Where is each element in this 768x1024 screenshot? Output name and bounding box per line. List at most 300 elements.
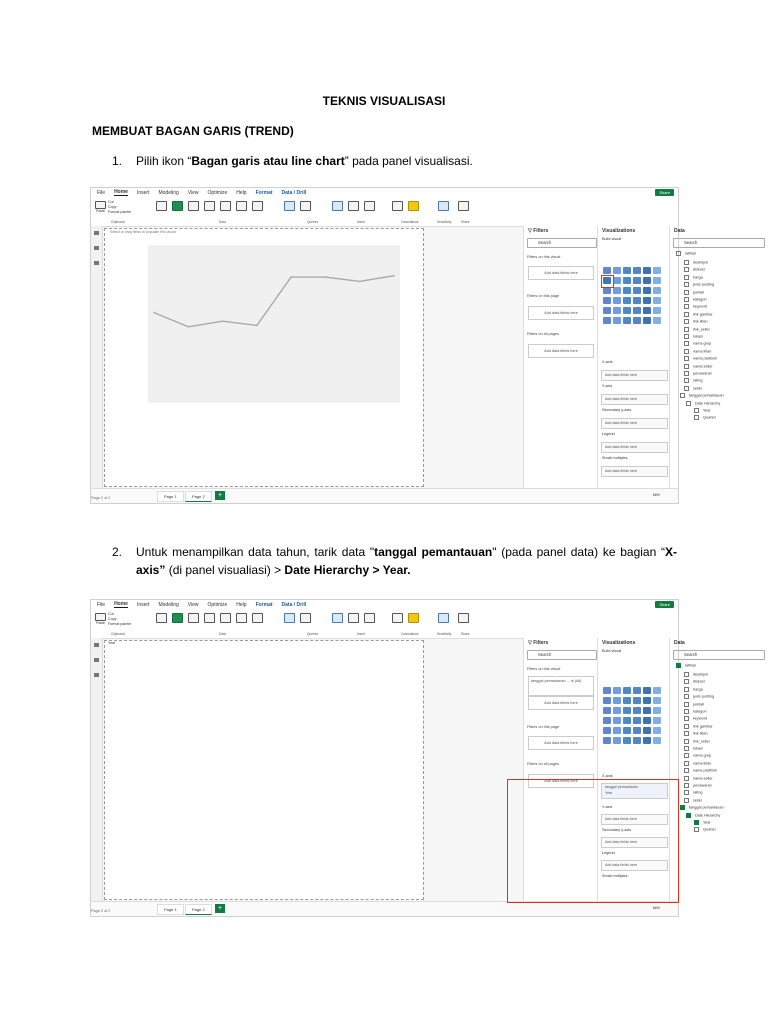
- get-data-button[interactable]: [155, 613, 168, 625]
- visual-type-icon[interactable]: [643, 707, 651, 714]
- visual-type-grid: [602, 686, 662, 746]
- clipboard-items: [108, 200, 131, 215]
- filters-all-pages-label: Filters on all pages: [527, 332, 559, 336]
- visual-type-icon[interactable]: [643, 727, 651, 734]
- visual-title-year: Year: [108, 641, 116, 645]
- transform-data-button[interactable]: [283, 613, 296, 625]
- data-pane: [669, 226, 724, 489]
- legend-well[interactable]: Add data fields here: [601, 860, 668, 871]
- group-queries: Queries: [307, 632, 319, 636]
- xaxis-well[interactable]: Add data fields here: [601, 370, 668, 381]
- cut-button[interactable]: Cut: [108, 612, 114, 616]
- field-item[interactable]: Quarter: [694, 415, 716, 420]
- visual-type-icon[interactable]: [643, 737, 651, 744]
- filter-drop-visual[interactable]: Add data fields here: [528, 266, 594, 280]
- filter-drop-all[interactable]: Add data fields here: [528, 774, 594, 788]
- visual-type-icon[interactable]: [633, 317, 641, 324]
- visual-type-icon[interactable]: [633, 737, 641, 744]
- paste-icon: [95, 613, 106, 621]
- field-item[interactable]: jenis posting: [684, 282, 714, 287]
- visual-type-icon[interactable]: [633, 717, 641, 724]
- visual-type-icon[interactable]: [613, 307, 621, 314]
- add-page-button[interactable]: +: [215, 904, 225, 913]
- onelake-icon: [188, 201, 199, 211]
- quick-measure-button[interactable]: [407, 613, 420, 625]
- data-search[interactable]: Search: [673, 650, 765, 660]
- enter-data-button[interactable]: [219, 613, 232, 625]
- data-title: Data: [674, 228, 685, 234]
- visual-type-icon[interactable]: [623, 297, 631, 304]
- field-item[interactable]: penawaran: [684, 371, 712, 376]
- visual-type-icon[interactable]: [623, 287, 631, 294]
- field-item[interactable]: seller: [684, 798, 702, 803]
- field-item[interactable]: rating: [684, 378, 703, 383]
- more-visuals-button[interactable]: [363, 613, 376, 625]
- field-item[interactable]: lokasi: [684, 334, 703, 339]
- field-item[interactable]: rating: [684, 790, 703, 795]
- field-item[interactable]: lokasi: [684, 746, 703, 751]
- visual-type-icon[interactable]: [633, 267, 641, 274]
- clipboard-items: [108, 612, 131, 627]
- publish-button[interactable]: [457, 201, 470, 213]
- visual-type-icon[interactable]: [603, 737, 611, 744]
- filters-search[interactable]: Search: [527, 650, 597, 660]
- visual-type-icon[interactable]: [603, 727, 611, 734]
- visual-type-icon[interactable]: [603, 717, 611, 724]
- format-painter-button[interactable]: Format painter: [108, 622, 132, 626]
- shield-icon: [438, 613, 449, 623]
- line-chart: [148, 245, 400, 403]
- visual-type-icon[interactable]: [633, 307, 641, 314]
- small-multiples-label: Small multiples: [602, 456, 628, 460]
- group-share: Share: [461, 632, 470, 636]
- field-item[interactable]: nama grup: [684, 753, 711, 758]
- refresh-button[interactable]: [299, 613, 312, 625]
- visual-type-icon[interactable]: [613, 297, 621, 304]
- new-measure-button[interactable]: [391, 613, 404, 625]
- database-icon: [156, 613, 167, 623]
- menu-insert[interactable]: Insert: [136, 189, 150, 196]
- visual-type-icon[interactable]: [623, 687, 631, 694]
- onelake-icon: [188, 613, 199, 623]
- table-latihan[interactable]: latihan: [676, 663, 696, 668]
- menu-file[interactable]: File: [97, 189, 106, 196]
- get-data-button[interactable]: [155, 201, 168, 213]
- menu-modeling[interactable]: Modeling: [158, 601, 179, 608]
- highlight-line-chart: [601, 275, 614, 288]
- menu-data-drill[interactable]: Data / Drill: [281, 189, 307, 196]
- secondary-yaxis-label: Secondary y-axis: [602, 408, 632, 412]
- visual-type-icon[interactable]: [613, 267, 621, 274]
- visual-type-icon[interactable]: [643, 297, 651, 304]
- field-item[interactable]: nama iklan: [684, 761, 711, 766]
- menu-help[interactable]: Help: [236, 189, 247, 196]
- visual-type-icon[interactable]: [653, 697, 661, 704]
- menu-home[interactable]: Home: [114, 189, 128, 195]
- step-2-number: 2.: [112, 545, 123, 559]
- field-item[interactable]: penawaran: [684, 783, 712, 788]
- field-item[interactable]: link_seller: [684, 739, 710, 744]
- more-visuals-icon: [364, 201, 375, 211]
- dataverse-button[interactable]: [235, 613, 248, 625]
- field-item[interactable]: link gambar: [684, 312, 713, 317]
- group-insert: Insert: [357, 220, 365, 224]
- visual-type-icon[interactable]: [623, 697, 631, 704]
- build-visual-label: Build visual: [602, 237, 622, 241]
- field-item[interactable]: link gambar: [684, 724, 713, 729]
- field-item[interactable]: harga: [684, 275, 703, 280]
- sensitivity-button[interactable]: [437, 613, 450, 625]
- visual-type-icon[interactable]: [643, 267, 651, 274]
- field-item[interactable]: link iklan: [684, 319, 708, 324]
- visual-type-icon[interactable]: [603, 267, 611, 274]
- new-visual-icon: [332, 613, 343, 623]
- visual-type-icon[interactable]: [623, 727, 631, 734]
- field-item[interactable]: nama platform: [684, 356, 717, 361]
- new-visual-icon: [332, 201, 343, 211]
- step-2-text: Untuk menampilkan data tahun, tarik data "tanggal pemantauan" (pada panel data) ke bagian “X-axis” (di panel visualiasi) > Date Hierarchy > Year.: [136, 545, 677, 577]
- visual-type-icon[interactable]: [633, 277, 641, 284]
- table-view-icon[interactable]: [94, 246, 99, 250]
- page-tab-1[interactable]: Page 1: [157, 491, 184, 502]
- report-view-icon[interactable]: [94, 231, 99, 235]
- visual-type-icon[interactable]: [623, 717, 631, 724]
- visual-type-icon[interactable]: [613, 727, 621, 734]
- excel-icon: [172, 201, 183, 211]
- zoom-level[interactable]: 66%: [652, 906, 660, 910]
- field-item[interactable]: link_seller: [684, 327, 710, 332]
- new-visual-button[interactable]: [331, 201, 344, 213]
- field-item[interactable]: jumlah: [684, 702, 704, 707]
- filter-icon: ▽: [528, 640, 534, 646]
- visual-type-icon[interactable]: [603, 707, 611, 714]
- group-data: Data: [219, 220, 226, 224]
- visualizations-title: Visualizations: [602, 228, 636, 234]
- field-item[interactable]: deskripsi: [684, 260, 708, 265]
- page-tab-2[interactable]: Page 2: [185, 491, 212, 502]
- visual-type-icon[interactable]: [633, 287, 641, 294]
- field-item[interactable]: jenis posting: [684, 694, 714, 699]
- menu-bar: [91, 188, 678, 197]
- visual-type-icon[interactable]: [653, 687, 661, 694]
- cut-button[interactable]: Cut: [108, 200, 114, 204]
- copy-button[interactable]: Copy: [108, 205, 117, 209]
- page-bar-2: [91, 901, 678, 916]
- visual-type-icon[interactable]: [613, 317, 621, 324]
- visual-type-icon[interactable]: [603, 297, 611, 304]
- visual-type-icon[interactable]: [623, 707, 631, 714]
- visual-type-icon[interactable]: [633, 727, 641, 734]
- recent-icon: [252, 201, 263, 211]
- field-item[interactable]: Year: [694, 820, 711, 825]
- visual-type-icon[interactable]: [643, 307, 651, 314]
- visual-type-icon[interactable]: [623, 277, 631, 284]
- quick-measure-icon: [408, 201, 419, 211]
- field-item[interactable]: Quarter: [694, 827, 716, 832]
- line-point: [359, 281, 361, 283]
- visual-type-icon[interactable]: [633, 687, 641, 694]
- menu-bar-2: [91, 600, 678, 609]
- sql-server-button[interactable]: [203, 613, 216, 625]
- field-item[interactable]: keyword: [684, 716, 707, 721]
- report-canvas[interactable]: [104, 228, 424, 487]
- filters-search[interactable]: Search: [527, 238, 597, 248]
- menu-help[interactable]: Help: [236, 601, 247, 608]
- page-tab-1[interactable]: Page 1: [157, 904, 184, 915]
- recent-sources-button[interactable]: [251, 201, 264, 213]
- group-calculations: Calculations: [401, 220, 419, 224]
- visual-type-icon[interactable]: [613, 717, 621, 724]
- group-queries: Queries: [307, 220, 319, 224]
- filter-drop-page[interactable]: Add data fields here: [528, 736, 594, 750]
- visual-type-icon[interactable]: [613, 697, 621, 704]
- step-1-number: 1.: [112, 154, 123, 168]
- field-item[interactable]: nama grup: [684, 341, 711, 346]
- share-button[interactable]: Share: [655, 189, 674, 196]
- sql-icon: [204, 201, 215, 211]
- text-box-button[interactable]: [347, 201, 360, 213]
- visual-type-icon[interactable]: [653, 297, 661, 304]
- calculator-icon: [392, 613, 403, 623]
- excel-button[interactable]: [171, 201, 184, 213]
- field-item[interactable]: Date Hierarchy: [686, 813, 720, 818]
- visual-type-icon[interactable]: [653, 277, 661, 284]
- table-view-icon[interactable]: [94, 658, 99, 662]
- new-measure-button[interactable]: [391, 201, 404, 213]
- visual-type-icon[interactable]: [603, 287, 611, 294]
- visual-type-icon[interactable]: [643, 687, 651, 694]
- visual-type-icon[interactable]: [653, 717, 661, 724]
- field-item[interactable]: nama seller: [684, 776, 713, 781]
- paste-button[interactable]: Paste: [94, 613, 107, 625]
- menu-optimize[interactable]: Optimize: [207, 189, 228, 196]
- excel-icon: [172, 613, 183, 623]
- table-latihan[interactable]: latihan: [676, 251, 696, 256]
- field-item[interactable]: jumlah: [684, 290, 704, 295]
- field-item[interactable]: harga: [684, 687, 703, 692]
- database-icon: [156, 201, 167, 211]
- menu-view[interactable]: View: [187, 189, 199, 196]
- data-title: Data: [674, 640, 685, 646]
- calculator-icon: [392, 201, 403, 211]
- filters-on-page-label: Filters on this page: [527, 725, 560, 729]
- more-visuals-icon: [364, 613, 375, 623]
- field-item[interactable]: tanggal pemantauan: [680, 393, 724, 398]
- filter-drop-all[interactable]: Add data fields here: [528, 344, 594, 358]
- line-point: [325, 276, 327, 278]
- page-tab-2[interactable]: Page 2: [185, 904, 212, 915]
- onelake-button[interactable]: [187, 201, 200, 213]
- filter-drop-page[interactable]: Add data fields here: [528, 306, 594, 320]
- model-view-icon[interactable]: [94, 261, 99, 265]
- text-box-button[interactable]: [347, 613, 360, 625]
- menu-format[interactable]: Format: [255, 601, 273, 608]
- quick-measure-button[interactable]: [407, 201, 420, 213]
- visual-type-icon[interactable]: [633, 697, 641, 704]
- field-item[interactable]: Date Hierarchy: [686, 401, 720, 406]
- group-clipboard: Clipboard: [111, 220, 125, 224]
- menu-file[interactable]: File: [97, 601, 106, 608]
- publish-button[interactable]: [457, 613, 470, 625]
- onelake-button[interactable]: [187, 613, 200, 625]
- line-chart-icon[interactable]: [603, 697, 611, 704]
- line-chart-area[interactable]: [148, 245, 400, 403]
- filters-on-page-label: Filters on this page: [527, 294, 560, 298]
- visual-type-icon[interactable]: [623, 737, 631, 744]
- field-item[interactable]: nama platform: [684, 768, 717, 773]
- add-page-button[interactable]: +: [215, 491, 225, 500]
- sql-server-button[interactable]: [203, 201, 216, 213]
- menu-home[interactable]: Home: [114, 601, 128, 607]
- field-item[interactable]: seller: [684, 386, 702, 391]
- field-item[interactable]: kategori: [684, 709, 707, 714]
- document-title: TEKNIS VISUALISASI: [322, 94, 446, 108]
- visual-type-icon[interactable]: [613, 277, 621, 284]
- visualizations-pane: [597, 226, 670, 489]
- visual-type-icon[interactable]: [623, 307, 631, 314]
- visual-type-icon[interactable]: [623, 317, 631, 324]
- dataverse-icon: [236, 201, 247, 211]
- refresh-icon: [300, 613, 311, 623]
- visual-type-icon[interactable]: [643, 697, 651, 704]
- step-2: [112, 543, 677, 583]
- copy-button[interactable]: Copy: [108, 617, 117, 621]
- visual-type-icon[interactable]: [653, 317, 661, 324]
- screenshot-1: [90, 187, 724, 504]
- visual-type-icon[interactable]: [613, 707, 621, 714]
- build-visual-label: Build visual: [602, 649, 622, 653]
- enter-data-button[interactable]: [219, 201, 232, 213]
- visual-type-icon[interactable]: [643, 287, 651, 294]
- field-item[interactable]: tanggal pemantauan: [680, 805, 724, 810]
- field-item[interactable]: deskripsi: [684, 672, 708, 677]
- field-item[interactable]: keyword: [684, 304, 707, 309]
- canvas-hint: Select or drag fields to populate this visual: [110, 230, 176, 234]
- line-point: [222, 320, 224, 322]
- menu-data-drill[interactable]: Data / Drill: [281, 601, 307, 608]
- visual-type-icon[interactable]: [653, 287, 661, 294]
- sql-icon: [204, 613, 215, 623]
- xaxis-well-filled[interactable]: tanggal pemantauan Year: [601, 783, 668, 799]
- report-canvas-2[interactable]: [104, 640, 424, 900]
- yaxis-label: Y-axis: [602, 384, 613, 388]
- visual-type-icon[interactable]: [643, 717, 651, 724]
- recent-sources-button[interactable]: [251, 613, 264, 625]
- line-point: [393, 275, 395, 277]
- field-item[interactable]: diskusi: [684, 679, 705, 684]
- publish-icon: [458, 201, 469, 211]
- step-1-text: Pilih ikon “Bagan garis atau line chart” pada panel visualisasi.: [136, 154, 473, 168]
- filter-icon: ▽: [528, 228, 534, 234]
- filters-pane: [523, 226, 598, 489]
- filters-title: ▽ Filters: [528, 640, 549, 646]
- visual-type-icon[interactable]: [603, 307, 611, 314]
- menu-insert[interactable]: Insert: [136, 601, 150, 608]
- visualizations-title: Visualizations: [602, 640, 636, 646]
- field-item[interactable]: link iklan: [684, 731, 708, 736]
- filter-card-tanggal[interactable]: tanggal pemantauan ... is (All): [528, 676, 594, 696]
- field-item[interactable]: diskusi: [684, 267, 705, 272]
- line-point: [188, 326, 190, 328]
- field-item[interactable]: kategori: [684, 297, 707, 302]
- secondary-yaxis-well[interactable]: Add data fields here: [601, 837, 668, 848]
- group-data: Data: [219, 632, 226, 636]
- transform-data-button[interactable]: [283, 201, 296, 213]
- line-series: [154, 276, 394, 327]
- filter-drop-visual[interactable]: Add data fields here: [528, 696, 594, 710]
- visual-type-icon[interactable]: [653, 307, 661, 314]
- yaxis-well[interactable]: Add data fields here: [601, 814, 668, 825]
- secondary-yaxis-well[interactable]: Add data fields here: [601, 418, 668, 429]
- visual-type-icon[interactable]: [653, 737, 661, 744]
- menu-optimize[interactable]: Optimize: [207, 601, 228, 608]
- field-item[interactable]: Year: [694, 408, 711, 413]
- share-button[interactable]: Share: [655, 601, 674, 608]
- visual-type-icon[interactable]: [643, 277, 651, 284]
- text-box-icon: [348, 613, 359, 623]
- transform-icon: [284, 201, 295, 211]
- format-painter-button[interactable]: Format painter: [108, 210, 132, 214]
- visual-type-icon[interactable]: [653, 707, 661, 714]
- legend-well[interactable]: Add data fields here: [601, 442, 668, 453]
- model-view-icon[interactable]: [94, 673, 99, 677]
- table-icon: [220, 201, 231, 211]
- excel-button[interactable]: [171, 613, 184, 625]
- filters-title: ▽ Filters: [528, 228, 549, 234]
- refresh-button[interactable]: [299, 201, 312, 213]
- visual-type-icon[interactable]: [633, 297, 641, 304]
- refresh-icon: [300, 201, 311, 211]
- shield-icon: [438, 201, 449, 211]
- visual-type-icon[interactable]: [613, 687, 621, 694]
- visual-type-icon[interactable]: [643, 317, 651, 324]
- yaxis-label: Y-axis: [602, 805, 613, 809]
- visual-type-icon[interactable]: [623, 267, 631, 274]
- new-visual-button[interactable]: [331, 613, 344, 625]
- menu-format[interactable]: Format: [255, 189, 273, 196]
- data-search[interactable]: Search: [673, 238, 765, 248]
- highlight-data-drag: [507, 779, 679, 903]
- visual-type-icon[interactable]: [653, 267, 661, 274]
- visual-type-icon[interactable]: [613, 287, 621, 294]
- page-bar: [91, 488, 678, 503]
- page-of-label-1: Page 2 of 2: [91, 496, 111, 500]
- line-point: [290, 276, 292, 278]
- paste-button[interactable]: Paste: [94, 201, 107, 213]
- visual-type-icon[interactable]: [633, 707, 641, 714]
- menu-view[interactable]: View: [187, 601, 199, 608]
- paste-icon: [95, 201, 106, 209]
- sensitivity-button[interactable]: [437, 201, 450, 213]
- menu-modeling[interactable]: Modeling: [158, 189, 179, 196]
- visual-type-icon[interactable]: [613, 737, 621, 744]
- dataverse-button[interactable]: [235, 201, 248, 213]
- visual-type-icon[interactable]: [603, 317, 611, 324]
- view-rail-2: [91, 638, 103, 902]
- field-item[interactable]: nama seller: [684, 364, 713, 369]
- publish-icon: [458, 613, 469, 623]
- recent-icon: [252, 613, 263, 623]
- report-view-icon[interactable]: [94, 643, 99, 647]
- yaxis-well[interactable]: Add data fields here: [601, 394, 668, 405]
- visual-type-icon[interactable]: [653, 727, 661, 734]
- visual-type-icon[interactable]: [603, 687, 611, 694]
- field-item[interactable]: nama iklan: [684, 349, 711, 354]
- section-heading: MEMBUAT BAGAN GARIS (TREND): [92, 124, 294, 138]
- small-multiples-well[interactable]: Add data fields here: [601, 466, 668, 477]
- more-visuals-button[interactable]: [363, 201, 376, 213]
- zoom-level[interactable]: 66%: [652, 493, 660, 497]
